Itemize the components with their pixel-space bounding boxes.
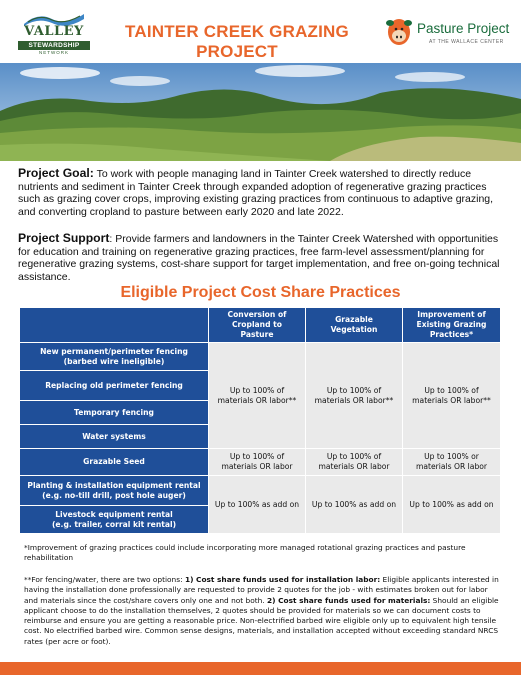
cell-line1: Up to 100% of bbox=[229, 452, 285, 461]
row-label-temporary-fencing bbox=[20, 401, 208, 424]
page-title: TAINTER CREEK GRAZING PROJECT bbox=[125, 22, 349, 61]
row-label-planting-rental bbox=[20, 476, 208, 505]
logo-network-text: NETWORK bbox=[39, 50, 69, 55]
cell-line1: Up to 100% of bbox=[229, 385, 285, 395]
footnote-option2-text: Should an eligible applicant choose to do the installation themselves, 2 quotes should be provided for materials so we can document costs to reimburse and ensure you are getting a reasonable price. Non-electrified barbed wire eligible only up to equivalent high tensile cost. No electrified barbed wire. Common sense designs, materials, and installation accepted without exceeding standard NRCS rates (per acre or foot). bbox=[24, 595, 499, 646]
cost-share-table bbox=[20, 308, 500, 533]
footnote-option1-label: 1) Cost share funds used for installation labor: bbox=[184, 575, 381, 584]
row-label-water-systems bbox=[20, 425, 208, 448]
cell-line1: Up to 100% of bbox=[326, 452, 382, 461]
row-label-line1: Grazable Seed bbox=[83, 457, 145, 466]
cell-line1: Up to 100% or bbox=[424, 452, 479, 461]
footnote-improvement: *Improvement of grazing practices could include incorporating more managed rotational grazing practices and pasture rehabilitation bbox=[24, 543, 466, 563]
logo-stewardship-text: STEWARDSHIP bbox=[18, 41, 90, 50]
project-support-label: Project Support bbox=[18, 231, 110, 245]
row-label-line2: (barbed wire ineligible) bbox=[63, 356, 165, 366]
project-goal bbox=[18, 167, 508, 218]
cell-line1: Up to 100% of bbox=[326, 385, 382, 395]
cell-line2: materials OR labor bbox=[318, 462, 390, 471]
cell-line2: materials OR labor bbox=[221, 462, 293, 471]
cell-line2: materials OR labor bbox=[415, 462, 488, 471]
cell-rental-conversion: Up to 100% as add on bbox=[209, 476, 305, 533]
project-support bbox=[18, 232, 508, 283]
cell-line2: materials OR labor** bbox=[217, 395, 297, 405]
footnote-fencing-water bbox=[24, 575, 500, 647]
row-label-line1: Planting & installation equipment rental bbox=[27, 480, 201, 490]
table-header-improvement: Improvement of Existing Grazing Practices* bbox=[403, 308, 500, 342]
row-label-line1: Temporary fencing bbox=[74, 407, 154, 417]
pasture-project-logo bbox=[385, 16, 515, 52]
cell-rental-improvement: Up to 100% as add on bbox=[403, 476, 500, 533]
cell-line2: materials OR labor** bbox=[314, 395, 394, 405]
cell-group-grazable bbox=[306, 343, 402, 448]
row-label-line2: (e.g. no-till drill, post hole auger) bbox=[42, 490, 186, 500]
valley-stewardship-logo bbox=[14, 10, 94, 56]
row-label-new-fencing bbox=[20, 343, 208, 370]
project-support-text: : Provide farmers and landowners in the Tainter Creek Watershed with opportunities for education and training on regenerative grazing practices, free farm-level assessment/planning for regenerative grazing systems, cost-share support for target implementation, and free on-going technical assistance. bbox=[18, 233, 500, 283]
row-label-line1: Livestock equipment rental bbox=[55, 509, 173, 519]
footnote-option1-text: Eligible applicants interested in having the installation done professionally are requested to provide 2 quotes for the job - with estimates broken out for labor and materials since the cost/share covers only one and not both. bbox=[24, 575, 499, 605]
cell-rental-grazable: Up to 100% as add on bbox=[306, 476, 402, 533]
logo-valley-text: VALLEY bbox=[24, 24, 84, 39]
table-header-blank bbox=[20, 308, 208, 342]
row-label-line1: New permanent/perimeter fencing bbox=[40, 346, 188, 356]
table-title: Eligible Project Cost Share Practices bbox=[120, 284, 401, 301]
cell-seed-improvement bbox=[403, 449, 500, 475]
row-label-line2: (e.g. trailer, corral kit rental) bbox=[51, 519, 177, 529]
pasture-project-name: Pasture Project bbox=[417, 21, 510, 36]
cell-seed-grazable bbox=[306, 449, 402, 475]
row-label-livestock-rental bbox=[20, 506, 208, 533]
project-goal-text: To work with people managing land in Tainter Creek watershed to directly reduce nutrients and sediment in Tainter Creek through expanded adoption of regenerative grazing practices such as grazing cover crops, improving existing grazing practices from continuous to adaptive grazing, and converting cropland to pasture between early 2020 and late 2022. bbox=[18, 168, 494, 218]
footer-bar bbox=[0, 662, 521, 675]
footnote-option2-label: 2) Cost share funds used for materials: bbox=[267, 595, 431, 605]
cell-group-conversion bbox=[209, 343, 305, 448]
row-label-replacing-fencing bbox=[20, 371, 208, 400]
pasture-project-subtitle: AT THE WALLACE CENTER bbox=[429, 39, 504, 45]
cell-group-improvement bbox=[403, 343, 500, 448]
table-header-conversion: Conversion of Cropland to Pasture bbox=[209, 308, 305, 342]
landscape-photo bbox=[0, 63, 521, 161]
cow-icon bbox=[385, 16, 413, 48]
footnote-intro: **For fencing/water, there are two options: bbox=[24, 575, 185, 584]
cell-seed-conversion bbox=[209, 449, 305, 475]
header bbox=[0, 0, 521, 62]
project-goal-label: Project Goal: bbox=[18, 166, 94, 180]
table-header-grazable: Grazable Vegetation bbox=[306, 308, 402, 342]
row-label-grazable-seed bbox=[20, 449, 208, 475]
row-label-line1: Replacing old perimeter fencing bbox=[45, 380, 183, 390]
row-label-line1: Water systems bbox=[82, 431, 146, 441]
cell-line1: Up to 100% of bbox=[424, 385, 479, 395]
cell-line2: materials OR labor** bbox=[412, 395, 491, 405]
